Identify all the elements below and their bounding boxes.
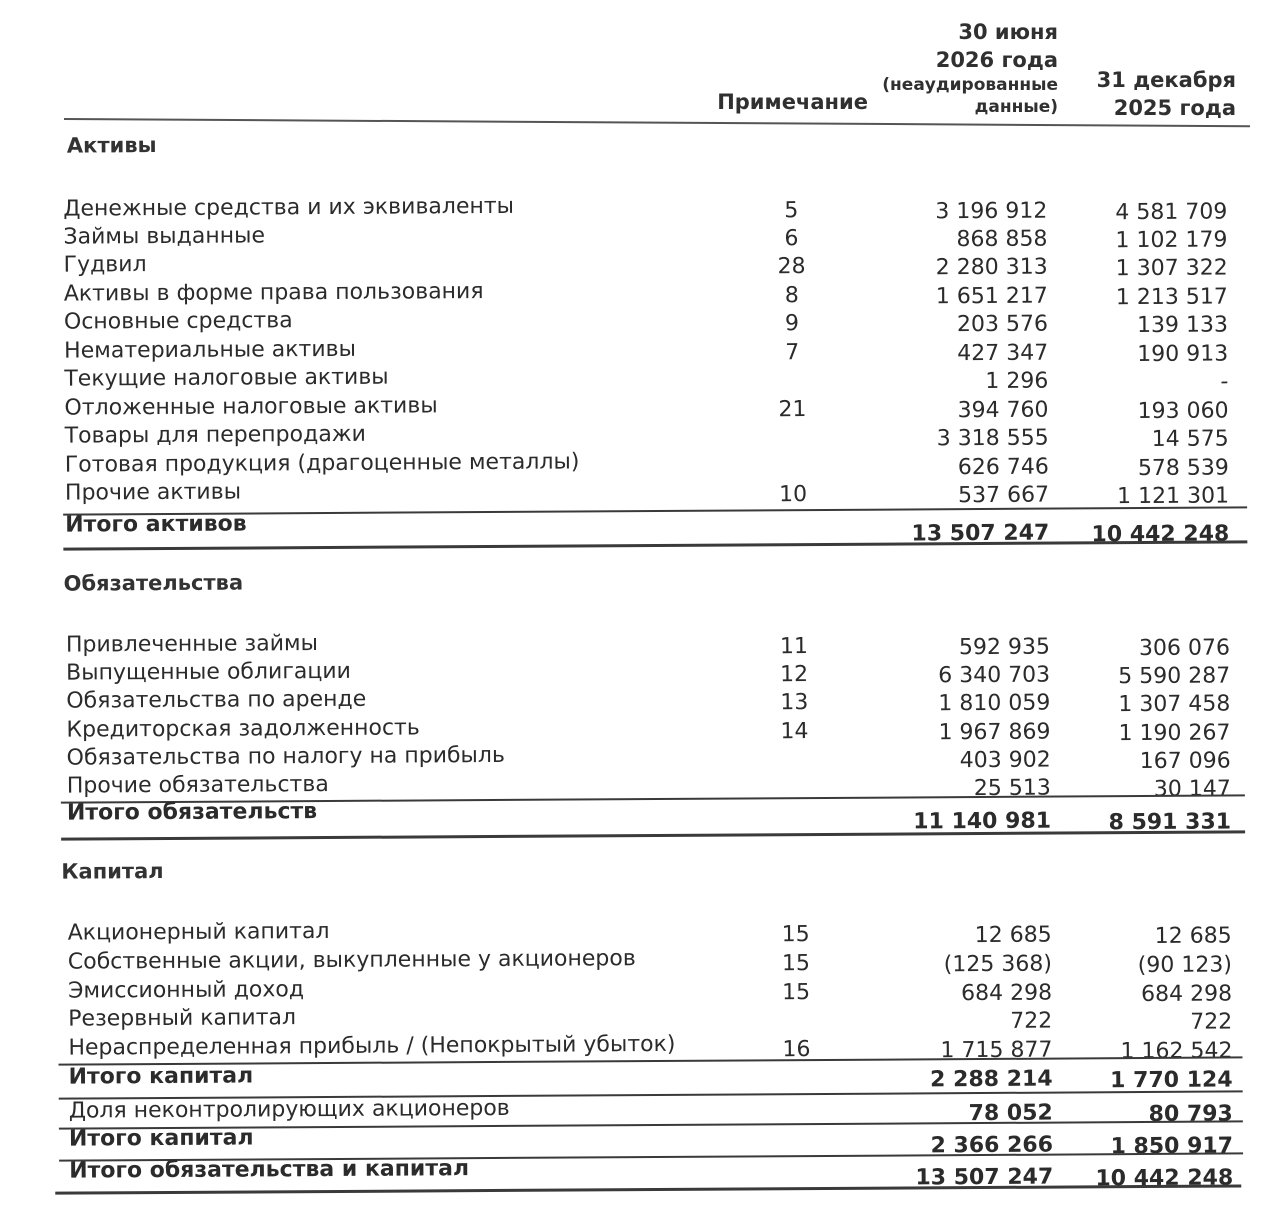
header-prior-date: 31 декабря [1096,68,1236,92]
row-value-prior: 1 770 124 [1110,1067,1233,1094]
row-value-prior: 30 147 [1153,776,1231,802]
row-label: Займы выданные [63,223,266,250]
row-value-current: 684 298 [961,980,1053,1007]
row-value-current: 2 366 266 [930,1132,1054,1159]
row-value-current: 13 507 247 [915,1164,1054,1191]
row-value-current: 3 318 555 [936,425,1049,452]
row-value-current: 1 715 877 [940,1037,1053,1064]
section-title-assets: Активы [66,133,157,158]
row-value-current: 1 967 869 [938,719,1051,746]
row-label: Итого обязательства и капитал [69,1156,470,1184]
row-label: Текущие налоговые активы [64,364,389,392]
row-label: Эмиссионный доход [67,977,305,1004]
row-note: 10 [778,482,808,508]
row-note: 15 [781,922,810,948]
row-value-current: 203 576 [956,311,1049,338]
row-value-current: 722 [1010,1008,1053,1034]
row-note: 11 [779,634,809,660]
row-note: 5 [784,198,799,224]
row-value-current: 3 196 912 [935,198,1048,225]
row-value-prior: 4 581 709 [1115,199,1228,226]
row-value-prior: 306 076 [1138,635,1231,662]
row-label: Прочие обязательства [66,772,329,799]
row-label: Собственные акции, выкупленные у акционеров [67,946,636,975]
row-note: 21 [778,397,807,423]
row-value-prior: 14 575 [1151,426,1229,452]
row-note: 12 [780,662,809,688]
row-note: 14 [780,719,809,745]
row-value-current: 78 052 [968,1100,1053,1127]
row-label: Итого капитал [68,1063,254,1090]
row-label: Отложенные налоговые активы [64,393,438,421]
row-label: Активы в форме права пользования [63,279,484,307]
row-label: Готовая продукция (драгоценные металлы) [64,449,580,478]
row-label: Прочие активы [64,479,242,506]
row-value-current: 427 347 [957,340,1049,367]
header-current-date: 30 июня [958,20,1058,44]
row-note: 16 [782,1037,811,1063]
row-value-current: 6 340 703 [938,662,1051,689]
row-note: 15 [782,980,811,1006]
header-current-year: 2026 года [935,48,1058,72]
row-value-prior: 10 442 248 [1091,521,1230,548]
row-label: Итого обязательств [66,799,318,826]
row-value-current: 12 685 [974,922,1052,949]
row-value-prior: 190 913 [1137,341,1229,368]
row-value-current: 868 858 [956,226,1048,253]
grand-total-row [7,1150,1276,1192]
row-value-prior: 167 096 [1139,748,1231,775]
row-value-prior: 1 850 917 [1110,1133,1234,1160]
row-label: Доля неконтролирующих акционеров [68,1095,510,1124]
row-value-prior: (90 123) [1137,952,1232,979]
section-title-equity: Капитал [61,859,164,884]
row-value-prior: 1 102 179 [1115,227,1228,254]
row-value-current: 1 651 217 [935,283,1048,310]
row-value-prior: 12 685 [1154,923,1232,949]
row-value-current: (125 368) [943,951,1052,978]
row-value-prior: 1 213 517 [1115,284,1228,311]
row-label: Выпущенные облигации [66,658,351,686]
total-assets-row [3,504,1276,548]
section-title-liabilities: Обязательства [63,570,244,596]
row-value-current: 11 140 981 [913,808,1052,835]
row-note: 9 [784,311,800,337]
header-current-data: данные) [974,97,1058,117]
header-note-column: Примечание [717,90,868,114]
row-label: Нераспределенная прибыль / (Непокрытый убыток) [68,1031,676,1061]
row-value-prior: 1 307 458 [1118,691,1231,718]
row-value-current: 1 810 059 [938,690,1051,717]
row-value-prior: 1 190 267 [1118,720,1231,747]
row-value-current: 25 513 [973,775,1051,802]
row-value-prior: 722 [1190,1009,1233,1035]
row-value-prior: 5 590 287 [1118,663,1231,690]
row-label: Денежные средства и их эквиваленты [63,193,515,222]
row-value-prior: 1 121 301 [1117,483,1230,510]
row-note: 15 [781,951,810,977]
row-value-current: 2 288 214 [930,1066,1053,1093]
row-value-prior: 578 539 [1137,455,1229,482]
row-value-current: 592 935 [958,634,1051,661]
row-note: 8 [784,283,799,309]
row-value-current: 394 760 [957,397,1049,424]
row-value-current: 1 296 [985,368,1049,394]
row-value-current: 403 902 [959,747,1051,774]
row-value-current: 626 746 [957,454,1049,481]
row-note: 7 [785,340,800,366]
row-value-prior: - [1220,369,1229,395]
row-label: Товары для перепродажи [64,421,366,449]
row-label: Обязательства по аренде [66,686,367,714]
row-value-prior: 1 307 322 [1115,255,1228,282]
row-label: Основные средства [63,308,293,335]
row-value-prior: 8 591 331 [1108,809,1232,836]
row-label: Акционерный капитал [67,919,330,946]
row-value-prior: 80 793 [1148,1101,1233,1128]
row-value-current: 537 667 [957,482,1050,509]
row-value-prior: 10 442 248 [1095,1165,1234,1192]
row-value-prior: 139 133 [1136,312,1229,339]
row-value-prior: 684 298 [1141,981,1233,1008]
row-label: Резервный капитал [68,1005,297,1032]
row-value-current: 13 507 247 [911,520,1050,547]
row-label: Нематериальные активы [64,336,356,364]
row-note: 6 [784,226,799,252]
header-prior-year: 2025 года [1113,96,1236,120]
row-label: Гудвил [63,252,147,278]
row-label: Обязательства по налогу на прибыль [66,742,505,771]
row-note: 28 [777,254,806,280]
row-value-prior: 193 060 [1137,398,1229,425]
row-value-current: 2 280 313 [935,254,1048,281]
row-value-prior: 1 162 542 [1120,1038,1233,1065]
row-label: Итого капитал [68,1125,254,1152]
row-label: Итого активов [65,511,247,538]
row-note: 13 [780,690,809,716]
grand-total-bottom-rule [55,1184,1241,1194]
row-label: Привлеченные займы [65,631,319,658]
header-current-unaudited: (неаудированные [882,75,1058,95]
row-label: Кредиторская задолженность [66,715,420,743]
